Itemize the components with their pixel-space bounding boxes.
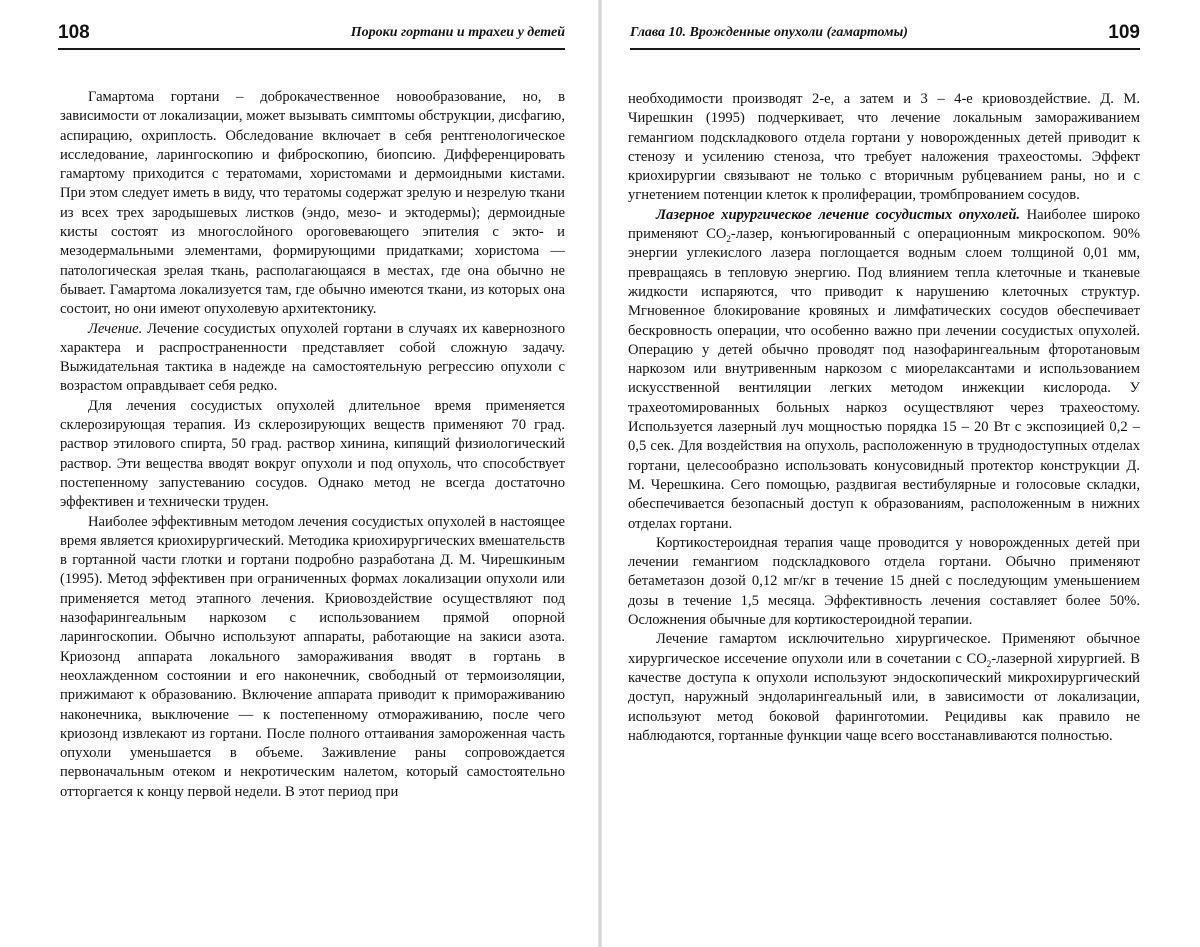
paragraph-text: Наиболее эффективным методом лечения сосудистых опухолей в настоящее время является криохирургический. Методика криохирургических вмешательств в гортанной части глотки и гортани подробно разработана Д. М. Чирешкиным (1995). Метод эффективен при ограниченных формах локализации опухоли или применяется метод этапного лечения. Криовоздействие осуществляют под назофарингеальным наркозом с использованием прямой опорной ларингоскопии. Обычно используют аппараты, работающие на закиси азота. Криозонд аппарата локального замораживания вводят в гортань в неохлажденном состоянии и его наконечник, свободный от термоизоляции, прижимают к образованию. Включение аппарата приводит к примораживанию наконечника, выключение — к постепенному отмораживанию, после чего криозонд извлекают из гортани. После полного оттаивания замороженная часть опухоли уменьшается в объеме. Заживление раны сопровождается первоначальным отеком и некротическим налетом, который самостоятельно отторгается к концу первой недели. В этот период при [60, 513, 565, 800]
subscript: 2 [726, 233, 731, 244]
paragraph [628, 206, 1140, 534]
paragraph [60, 397, 565, 513]
left-page-body [60, 88, 565, 802]
paragraph [60, 513, 565, 802]
paragraph [628, 630, 1140, 746]
right-page [600, 0, 1200, 947]
paragraph-text: Лечение сосудистых опухолей гортани в случаях их кавернозного характера и распространенности представляет собой сложную задачу. Выжидательная тактика в надежде на самостоятельную регрессию опухоли с возрастом оправдывает себя редко. [60, 320, 565, 395]
paragraph-text: Кортикостероидная терапия чаще проводится у новорожденных детей при лечении гемангиом подскладкового отдела гортани. Обычно применяют бетаметазон дозой 0,12 мг/кг в течение 15 дней с последующим уменьшением дозы в течение 1,5 месяца. Эффективность лечения составляет более 50%. Осложнения обычные для кортикостероидной терапии. [628, 534, 1140, 629]
right-page-header [630, 22, 1140, 44]
right-header-rule [630, 48, 1140, 50]
paragraph-text: Лечение гамартом исключительно хирургическое. Применяют обычное хирургическое иссечение опухоли или в сочетании с CO [628, 631, 1140, 667]
paragraph [628, 534, 1140, 630]
paragraph-lead: Лечение. [88, 320, 143, 337]
left-running-title: Пороки гортани и трахеи у детей [350, 25, 565, 40]
paragraph-text: Для лечения сосудистых опухолей длительное время применяется склерозирующая терапия. Из склерозирующих веществ применяют 70 град. раствор этилового спирта, 50 град. раствор хинина, кипящий физиологический раствор. Эти вещества вводят вокруг опухоли и под опухоль, что способствует постепенному запустеванию сосудов. Однако метод не всегда достаточно эффективен и технически труден. [60, 397, 565, 511]
paragraph-text: -лазерной хирургией. В качестве доступа к опухоли используют эндоскопический микрохирургический доступ, наружный эндоларингеальный или, в зависимости от локализации, используют метод боковой фаринготомии. Рецидивы как правило не наблюдаются, гортанные функции чаще всего восстанавливаются полностью. [628, 650, 1140, 744]
right-page-body [628, 90, 1140, 746]
right-page-number: 109 [1108, 22, 1140, 43]
paragraph-text: -лазер, конъюгированный с операционным микроскопом. 90% энергии углекислого лазера поглощается водным слоем толщиной 0,01 мм, превращаясь в тепловую энергию. Под влиянием тепла клеточные и тканевые жидкости испаряются, что приводит к нарушению клеточных структур. Мгновенное блокирование кровяных и лимфатических сосудов обеспечивает бескровность операции, что особенно важно при лечении сосудистых опухолей. Операцию у детей обычно проводят под назофарингеальным фторотановым наркозом или внутривенным наркозом с миорелаксантами и использованием искусственной вентиляции легких методом инжекции кислорода. У трахеотомированных больных наркоз осуществляют через трахеостому. Используется лазерный луч мощностью порядка 15 – 20 Вт с экспозицией 0,2 – 0,5 сек. Для воздействия на опухоль, расположенную в труднодоступных отделах гортани, целесообразно использовать конусовидный протектор конструкции Д. М. Черешкина. Сего помощью, раздвигая вестибулярные и голосовые складки, обеспечивается безопасный доступ к образованиям, расположенным в нижних отделах гортани. [628, 226, 1140, 532]
paragraph-text: Гамартома гортани – доброкачественное новообразование, но, в зависимости от локализации, может вызывать симптомы обструкции, дисфагию, аспирацию, охриплость. Обследование включает в себя рентгенологическое исследование, ларингоскопию и фиброскопию, биопсию. Дифференцировать гамартому приходится с тератомами, хористомами и дермоидными кистами. При этом следует иметь в виду, что тератомы содержат зрелую и незрелую ткани из всех трех зародышевых листков (эндо, мезо- и эктодермы); дермоидные кисты состоят из многослойного ороговевающего эпителия с экто- и мезодермальными элементами, формирующими придатками; хористома — патологическая зрелая ткань, располагающаяся в местах, где она обычно не бывает. Гамартома локализуется там, где обычно имеются ткани, из которых она состоит, но они имеют опухолевую архитектонику. [60, 89, 565, 318]
paragraph-text: необходимости производят 2-е, а затем и 3 – 4-е криовоздействие. Д. М. Чирешкин (1995) подчеркивает, что лечение локальным замораживанием гемангиом подскладкового отдела гортани у новорожденных детей приводит к стенозу и усилению стеноза, что требует наложения трахеостомы. Эффект криохирургии связывают не только с вторичным рубцеванием раны, но и с угнетением потенции клеток к пролиферации, тромбпрованием сосудов. [628, 91, 1140, 204]
left-header-rule [58, 48, 565, 50]
left-page-number: 108 [58, 22, 90, 43]
paragraph-lead: Лазерное хирургическое лечение сосудистых опухолей. [656, 206, 1021, 223]
subscript: 2 [986, 658, 992, 669]
paragraph [628, 90, 1140, 206]
left-page-header [58, 22, 565, 44]
paragraph [60, 88, 565, 320]
paragraph-text: Наиболее широко применяют CO [628, 206, 1141, 243]
paragraph [60, 320, 565, 397]
right-running-title: Глава 10. Врожденные опухоли (гамартомы) [630, 25, 908, 40]
